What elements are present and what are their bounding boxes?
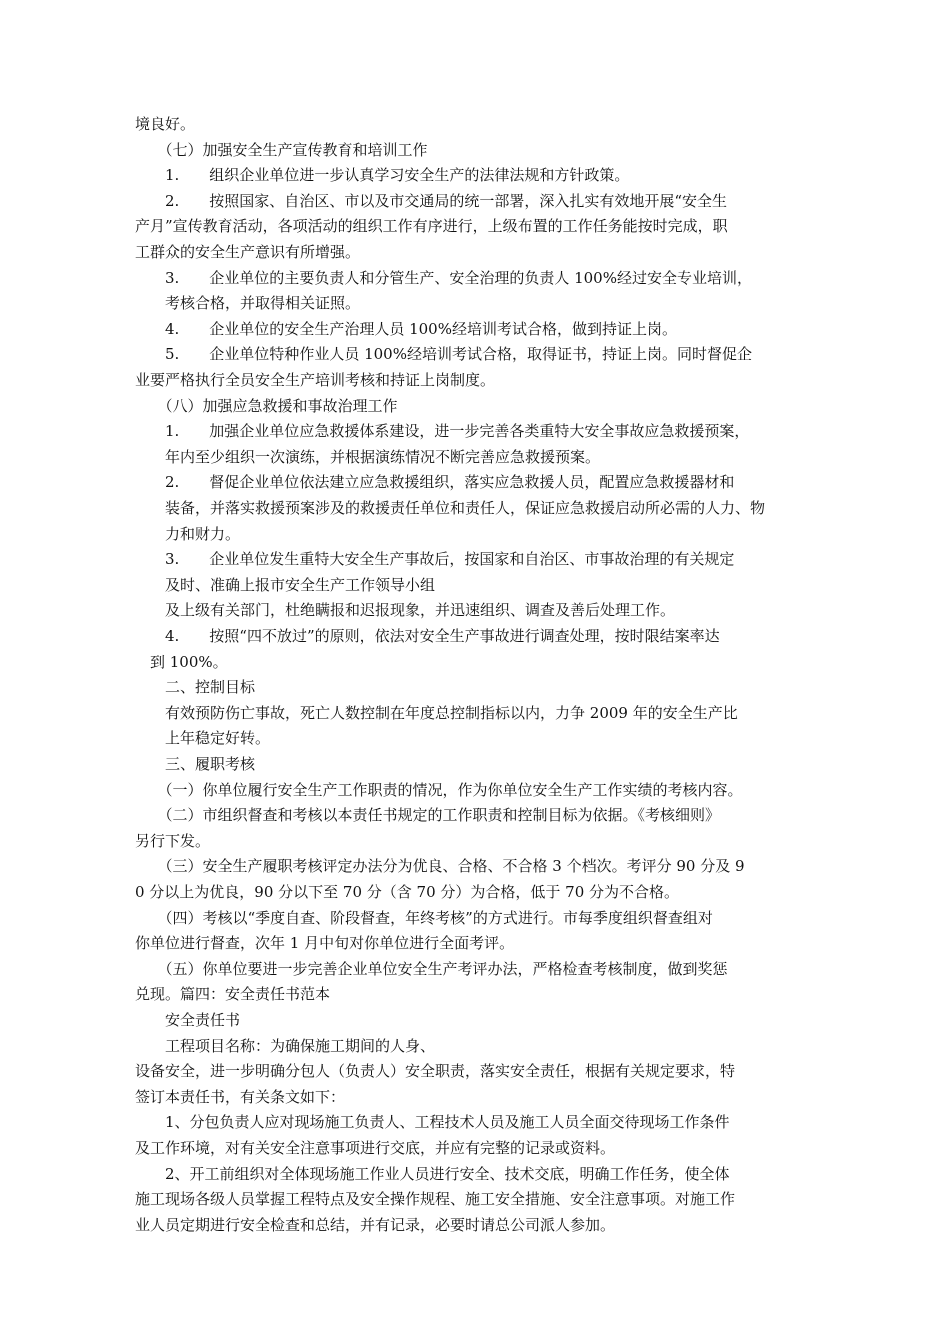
text-line: 另行下发。 bbox=[135, 831, 211, 850]
text-line: （二）市组织督查和考核以本责任书规定的工作职责和控制目标为依据。《考核细则》 bbox=[135, 806, 721, 825]
text-line: 年内至少组织一次演练，并根据演练情况不断完善应急救援预案。 bbox=[135, 447, 601, 466]
text-line: （五）你单位要进一步完善企业单位安全生产考评办法，严格检查考核制度，做到奖惩 bbox=[135, 959, 728, 978]
text-line: 到 100%。 bbox=[135, 652, 228, 671]
text-line: 安全责任书 bbox=[135, 1011, 241, 1029]
text-line: 工程项目名称：为确保施工期间的人身、 bbox=[135, 1036, 436, 1055]
text-line: 考核合格，并取得相关证照。 bbox=[135, 294, 361, 313]
text-line: （四）考核以“季度自查、阶段督查，年终考核”的方式进行。市每季度组织督查组对 bbox=[135, 908, 713, 927]
text-line: 工群众的安全生产意识有所增强。 bbox=[135, 243, 361, 261]
text-line: 有效预防伤亡事故，死亡人数控制在年度总控制指标以内，力争 2009 年的安全生产比 bbox=[135, 703, 738, 722]
text-line: 设备安全，进一步明确分包人（负责人）安全职责，落实安全责任，根据有关规定要求，特 bbox=[135, 1062, 736, 1081]
text-line: 及上级有关部门，杜绝瞒报和迟报现象，并迅速组织、调查及善后处理工作。 bbox=[135, 601, 676, 620]
text-line: （八）加强应急救援和事故治理工作 bbox=[135, 396, 398, 415]
text-line: （三）安全生产履职考核评定办法分为优良、合格、不合格 3 个档次。考评分 90 分及 9 bbox=[135, 857, 745, 876]
text-line: 3. 企业单位发生重特大安全生产事故后，按国家和自治区、市事故治理的有关规定 bbox=[135, 550, 735, 569]
text-line: 兑现。篇四：安全责任书范本 bbox=[135, 985, 331, 1004]
text-line: 装备，并落实救援预案涉及的救援责任单位和责任人，保证应急救援启动所必需的人力、物 bbox=[135, 499, 766, 517]
text-line: 1、分包负责人应对现场施工负责人、工程技术人员及施工人员全面交待现场工作条件 bbox=[135, 1113, 730, 1132]
text-line: 2. 按照国家、自治区、市以及市交通局的统一部署，深入扎实有效地开展“安全生 bbox=[135, 191, 727, 210]
text-line: 2. 督促企业单位依法建立应急救援组织，落实应急救援人员，配置应急救援器材和 bbox=[135, 473, 735, 492]
text-line: 产月”宣传教育活动，各项活动的组织工作有序进行，上级布置的工作任务能按时完成，职 bbox=[135, 217, 728, 236]
text-line: 你单位进行督查，次年 1 月中旬对你单位进行全面考评。 bbox=[135, 934, 515, 953]
text-line: 力和财力。 bbox=[135, 524, 241, 543]
text-line: 0 分以上为优良，90 分以下至 70 分（含 70 分）为合格，低于 70 分为不合格。 bbox=[135, 883, 680, 901]
text-line: 上年稳定好转。 bbox=[135, 729, 271, 748]
text-line: 3. 企业单位的主要负责人和分管生产、安全治理的负责人 100%经过安全专业培训， bbox=[135, 268, 752, 287]
text-line: （七）加强安全生产宣传教育和培训工作 bbox=[135, 140, 428, 159]
text-line: 及工作环境，对有关安全注意事项进行交底，并应有完整的记录或资料。 bbox=[135, 1139, 616, 1157]
text-line: 施工现场各级人员掌握工程特点及安全操作规程、施工安全措施、安全注意事项。对施工作 bbox=[135, 1190, 736, 1209]
text-line: 业人员定期进行安全检查和总结，并有记录，必要时请总公司派人参加。 bbox=[135, 1215, 616, 1234]
text-line: 5. 企业单位特种作业人员 100%经培训考试合格，取得证书，持证上岗。同时督促企 bbox=[135, 345, 752, 364]
text-line: 签订本责任书，有关条文如下： bbox=[135, 1087, 346, 1106]
text-line: 1. 加强企业单位应急救援体系建设，进一步完善各类重特大安全事故应急救援预案， bbox=[135, 422, 750, 441]
text-line: 2、开工前组织对全体现场施工作业人员进行安全、技术交底，明确工作任务，使全体 bbox=[135, 1164, 730, 1183]
text-line: 二、控制目标 bbox=[135, 678, 256, 697]
text-line: （一）你单位履行安全生产工作职责的情况，作为你单位安全生产工作实绩的考核内容。 bbox=[135, 780, 743, 799]
text-line: 三、履职考核 bbox=[135, 755, 256, 773]
text-line: 1. 组织企业单位进一步认真学习安全生产的法律法规和方针政策。 bbox=[135, 166, 630, 185]
text-line: 4. 企业单位的安全生产治理人员 100%经培训考试合格，做到持证上岗。 bbox=[135, 319, 677, 338]
text-line: 境良好。 bbox=[135, 115, 196, 133]
text-line: 4. 按照“四不放过”的原则，依法对安全生产事故进行调查处理，按时限结案率达 bbox=[135, 627, 720, 645]
text-line: 业要严格执行全员安全生产培训考核和持证上岗制度。 bbox=[135, 371, 496, 389]
text-line: 及时、准确上报市安全生产工作领导小组 bbox=[135, 575, 436, 594]
